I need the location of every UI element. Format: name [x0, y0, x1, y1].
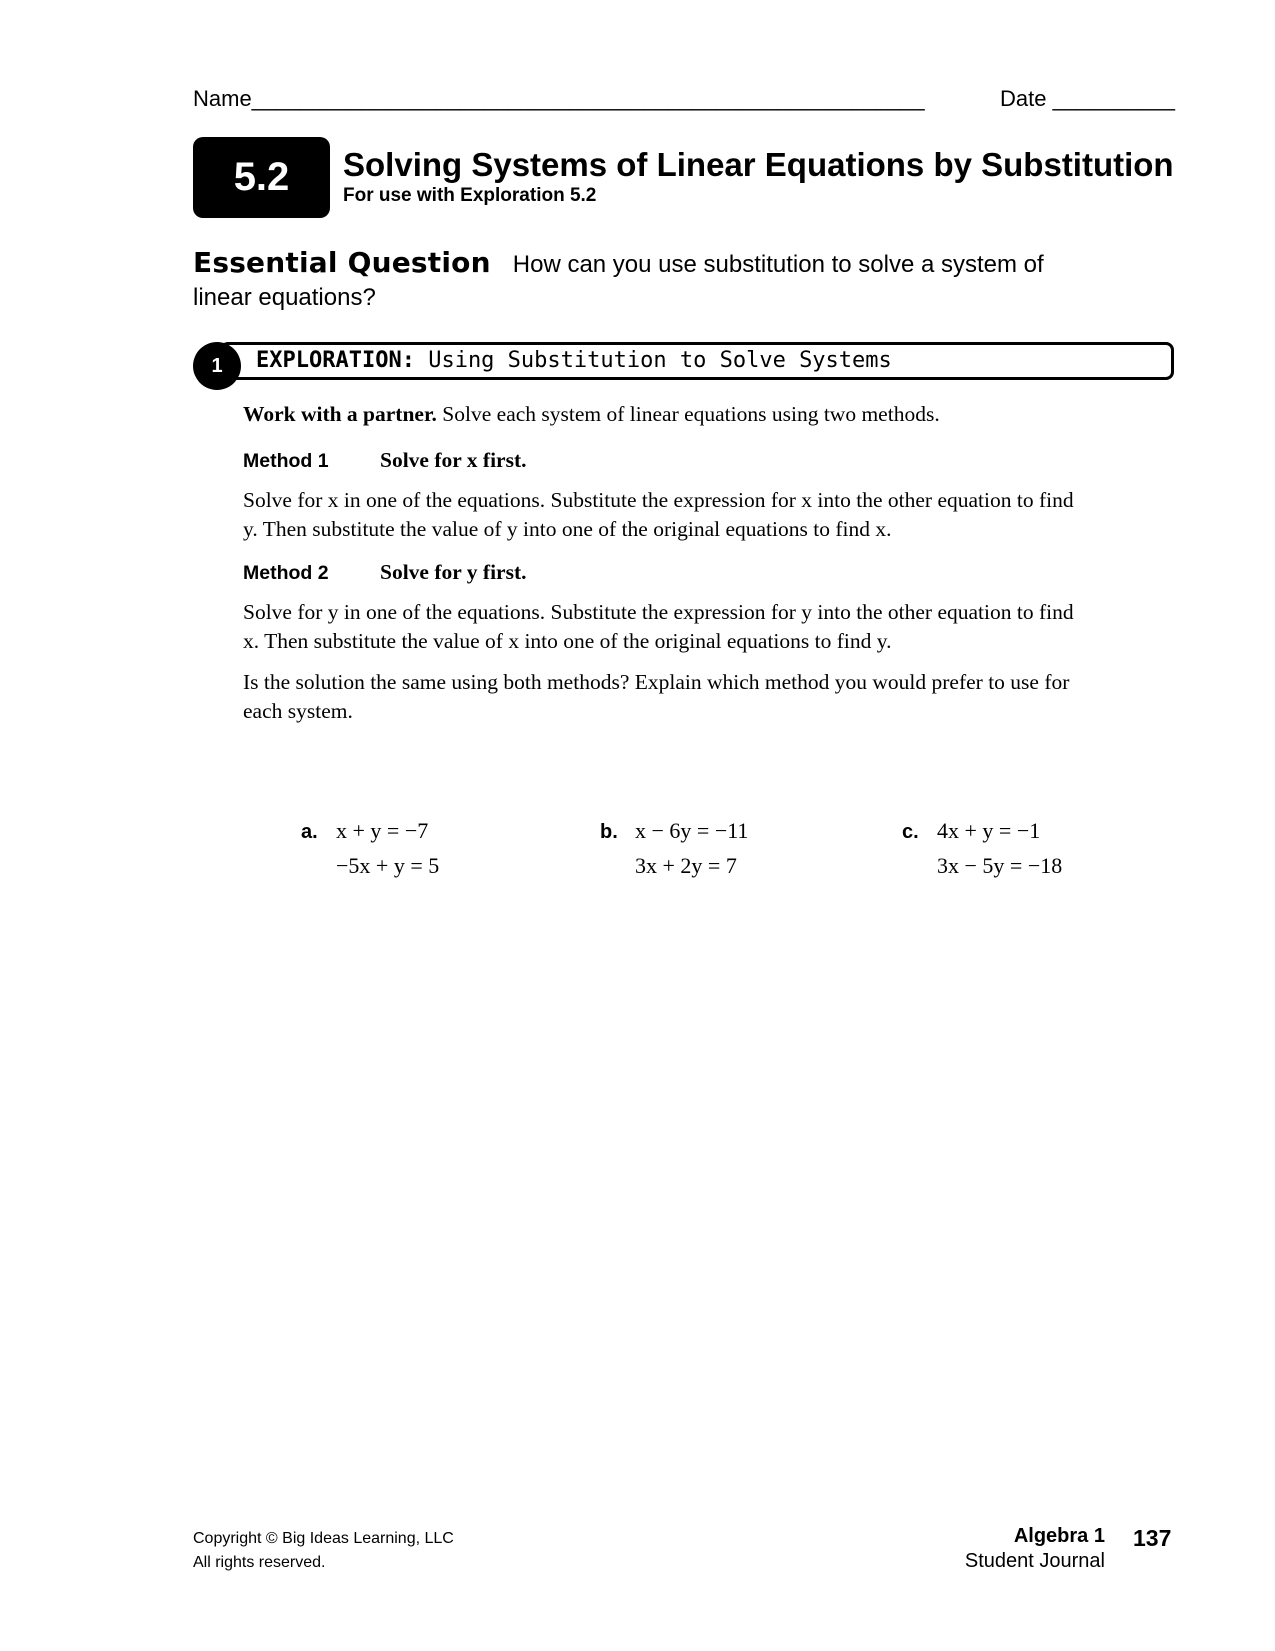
book-subtitle: Student Journal: [964, 1550, 1105, 1572]
partner-instruction: [243, 400, 1083, 429]
exploration-label: EXPLORATION:: [256, 348, 415, 373]
method-2-title: Solve for y first.: [380, 560, 527, 584]
method-2-heading: [243, 558, 1083, 588]
date-field[interactable]: Date __________: [1000, 86, 1175, 111]
method-1-description: Solve for x in one of the equations. Substitute the expression for x into the other equation to find y. Then substitute the value of y into one of the original equations to find x.: [243, 488, 1074, 541]
system-label: c.: [902, 821, 919, 843]
exploration-number: 1: [193, 342, 241, 390]
system-equation: x − 6y = −11: [635, 818, 749, 843]
partner-text: Solve each system of linear equations using two methods.: [436, 402, 940, 426]
copyright-text: Copyright © Big Ideas Learning, LLC: [193, 1530, 454, 1547]
essential-question-text: How can you use substitution to solve a system of linear equations?: [193, 251, 1044, 311]
method-1-label: Method 1: [243, 450, 329, 472]
system-equation: 3x − 5y = −18: [937, 853, 1063, 878]
method-2-description: Solve for y in one of the equations. Substitute the expression for y into the other equation to find x. Then substitute the value of x into one of the original equations to find y.: [243, 600, 1074, 653]
comparison-question: Is the solution the same using both methods? Explain which method you would prefer to use for each system.: [243, 670, 1070, 723]
system-equation: −5x + y = 5: [336, 853, 440, 878]
copyright-notice: [193, 1527, 454, 1575]
book-title-block: [900, 1524, 1105, 1574]
system-equation: x + y = −7: [336, 818, 429, 843]
name-field[interactable]: Name_______________________________________________________: [193, 86, 925, 111]
section-number-badge: 5.2: [193, 137, 330, 218]
exploration-heading: [256, 348, 892, 373]
partner-bold: Work with a partner.: [243, 402, 437, 426]
exploration-title: Using Substitution to Solve Systems: [428, 348, 892, 373]
rights-text: All rights reserved.: [193, 1554, 326, 1571]
essential-question: [193, 246, 1093, 314]
section-title: Solving Systems of Linear Equations by Substitution: [343, 146, 1174, 183]
method-1-heading: [243, 446, 1083, 476]
method-2-label: Method 2: [243, 562, 329, 584]
system-label: a.: [301, 821, 318, 843]
section-subtitle: For use with Exploration 5.2: [343, 185, 597, 206]
essential-question-label: Essential Question: [193, 246, 491, 279]
method-1-title: Solve for x first.: [380, 448, 527, 472]
book-title: Algebra 1: [1013, 1525, 1105, 1547]
system-equation: 4x + y = −1: [937, 818, 1041, 843]
system-equation: 3x + 2y = 7: [635, 853, 737, 878]
system-label: b.: [600, 821, 618, 843]
page-number: 137: [1133, 1525, 1172, 1551]
